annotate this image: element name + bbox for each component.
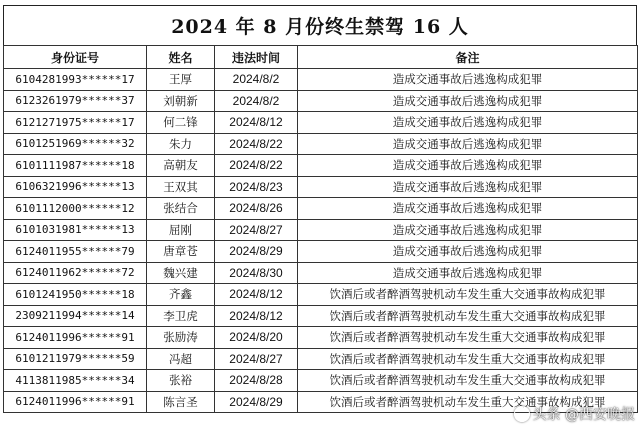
table-row	[4, 348, 638, 370]
cell-id: 4113811985******34	[4, 370, 147, 392]
cell-note: 饮酒后或者醉酒驾驶机动车发生重大交通事故构成犯罪	[298, 370, 638, 392]
cell-date: 2024/8/2	[215, 90, 298, 112]
cell-note: 造成交通事故后逃逸构成犯罪	[298, 198, 638, 220]
cell-note: 造成交通事故后逃逸构成犯罪	[298, 219, 638, 241]
cell-date: 2024/8/29	[215, 241, 298, 263]
cell-name: 朱力	[147, 133, 215, 155]
cell-name: 唐章苍	[147, 241, 215, 263]
cell-id: 6124011955******79	[4, 241, 147, 263]
cell-id: 6101211979******59	[4, 348, 147, 370]
cell-name: 王厚	[147, 69, 215, 91]
cell-date: 2024/8/27	[215, 219, 298, 241]
cell-date: 2024/8/22	[215, 133, 298, 155]
table-row	[4, 305, 638, 327]
table-row	[4, 327, 638, 349]
cell-date: 2024/8/20	[215, 327, 298, 349]
header-name: 姓名	[147, 46, 215, 69]
cell-date: 2024/8/12	[215, 284, 298, 306]
cell-name: 刘朝新	[147, 90, 215, 112]
cell-note: 饮酒后或者醉酒驾驶机动车发生重大交通事故构成犯罪	[298, 305, 638, 327]
cell-id: 6106321996******13	[4, 176, 147, 198]
table-row	[4, 155, 638, 177]
cell-note: 造成交通事故后逃逸构成犯罪	[298, 262, 638, 284]
cell-date: 2024/8/12	[215, 305, 298, 327]
cell-date: 2024/8/28	[215, 370, 298, 392]
cell-name: 魏兴建	[147, 262, 215, 284]
cell-id: 6101251969******32	[4, 133, 147, 155]
table-row	[4, 176, 638, 198]
cell-date: 2024/8/30	[215, 262, 298, 284]
table-row	[4, 241, 638, 263]
table-row	[4, 133, 638, 155]
cell-name: 张励涛	[147, 327, 215, 349]
cell-note: 造成交通事故后逃逸构成犯罪	[298, 90, 638, 112]
table-row	[4, 262, 638, 284]
cell-note: 饮酒后或者醉酒驾驶机动车发生重大交通事故构成犯罪	[298, 348, 638, 370]
watermark-text: 头条 @西安晚报	[532, 407, 635, 423]
document-sheet	[3, 5, 637, 422]
cell-id: 6101031981******13	[4, 219, 147, 241]
cell-id: 6123261979******37	[4, 90, 147, 112]
table-row	[4, 391, 638, 413]
cell-date: 2024/8/2	[215, 69, 298, 91]
table-row	[4, 198, 638, 220]
cell-name: 冯超	[147, 348, 215, 370]
cell-id: 6101112000******12	[4, 198, 147, 220]
cell-name: 李卫虎	[147, 305, 215, 327]
cell-note: 饮酒后或者醉酒驾驶机动车发生重大交通事故构成犯罪	[298, 284, 638, 306]
cell-date: 2024/8/23	[215, 176, 298, 198]
cell-id: 6124011996******91	[4, 327, 147, 349]
cell-date: 2024/8/12	[215, 112, 298, 134]
table-row	[4, 90, 638, 112]
cell-name: 王双其	[147, 176, 215, 198]
table-row	[4, 219, 638, 241]
cell-date: 2024/8/22	[215, 155, 298, 177]
table-row	[4, 112, 638, 134]
cell-name: 张结合	[147, 198, 215, 220]
ban-list-table	[3, 45, 638, 413]
cell-id: 6101241950******18	[4, 284, 147, 306]
header-note: 备注	[298, 46, 638, 69]
cell-id: 6104281993******17	[4, 69, 147, 91]
cell-note: 造成交通事故后逃逸构成犯罪	[298, 133, 638, 155]
cell-date: 2024/8/27	[215, 348, 298, 370]
cell-note: 造成交通事故后逃逸构成犯罪	[298, 155, 638, 177]
cell-name: 张裕	[147, 370, 215, 392]
cell-note: 造成交通事故后逃逸构成犯罪	[298, 241, 638, 263]
cell-id: 6121271975******17	[4, 112, 147, 134]
table-header-row	[4, 46, 638, 69]
cell-note: 饮酒后或者醉酒驾驶机动车发生重大交通事故构成犯罪	[298, 391, 638, 413]
cell-id: 6101111987******18	[4, 155, 147, 177]
cell-id: 6124011962******72	[4, 262, 147, 284]
table-row	[4, 284, 638, 306]
cell-date: 2024/8/26	[215, 198, 298, 220]
header-id: 身份证号	[4, 46, 147, 69]
cell-note: 饮酒后或者醉酒驾驶机动车发生重大交通事故构成犯罪	[298, 327, 638, 349]
table-row	[4, 370, 638, 392]
cell-name: 屈刚	[147, 219, 215, 241]
cell-id: 6124011996******91	[4, 391, 147, 413]
header-date: 违法时间	[215, 46, 298, 69]
cell-note: 造成交通事故后逃逸构成犯罪	[298, 176, 638, 198]
cell-name: 齐鑫	[147, 284, 215, 306]
cell-name: 陈言圣	[147, 391, 215, 413]
page-title: 2024 年 8 月份终生禁驾 16 人	[3, 5, 637, 45]
cell-note: 造成交通事故后逃逸构成犯罪	[298, 69, 638, 91]
cell-date: 2024/8/29	[215, 391, 298, 413]
cell-id: 2309211994******14	[4, 305, 147, 327]
cell-name: 何二锋	[147, 112, 215, 134]
cell-name: 高朝友	[147, 155, 215, 177]
cell-note: 造成交通事故后逃逸构成犯罪	[298, 112, 638, 134]
table-row	[4, 69, 638, 91]
